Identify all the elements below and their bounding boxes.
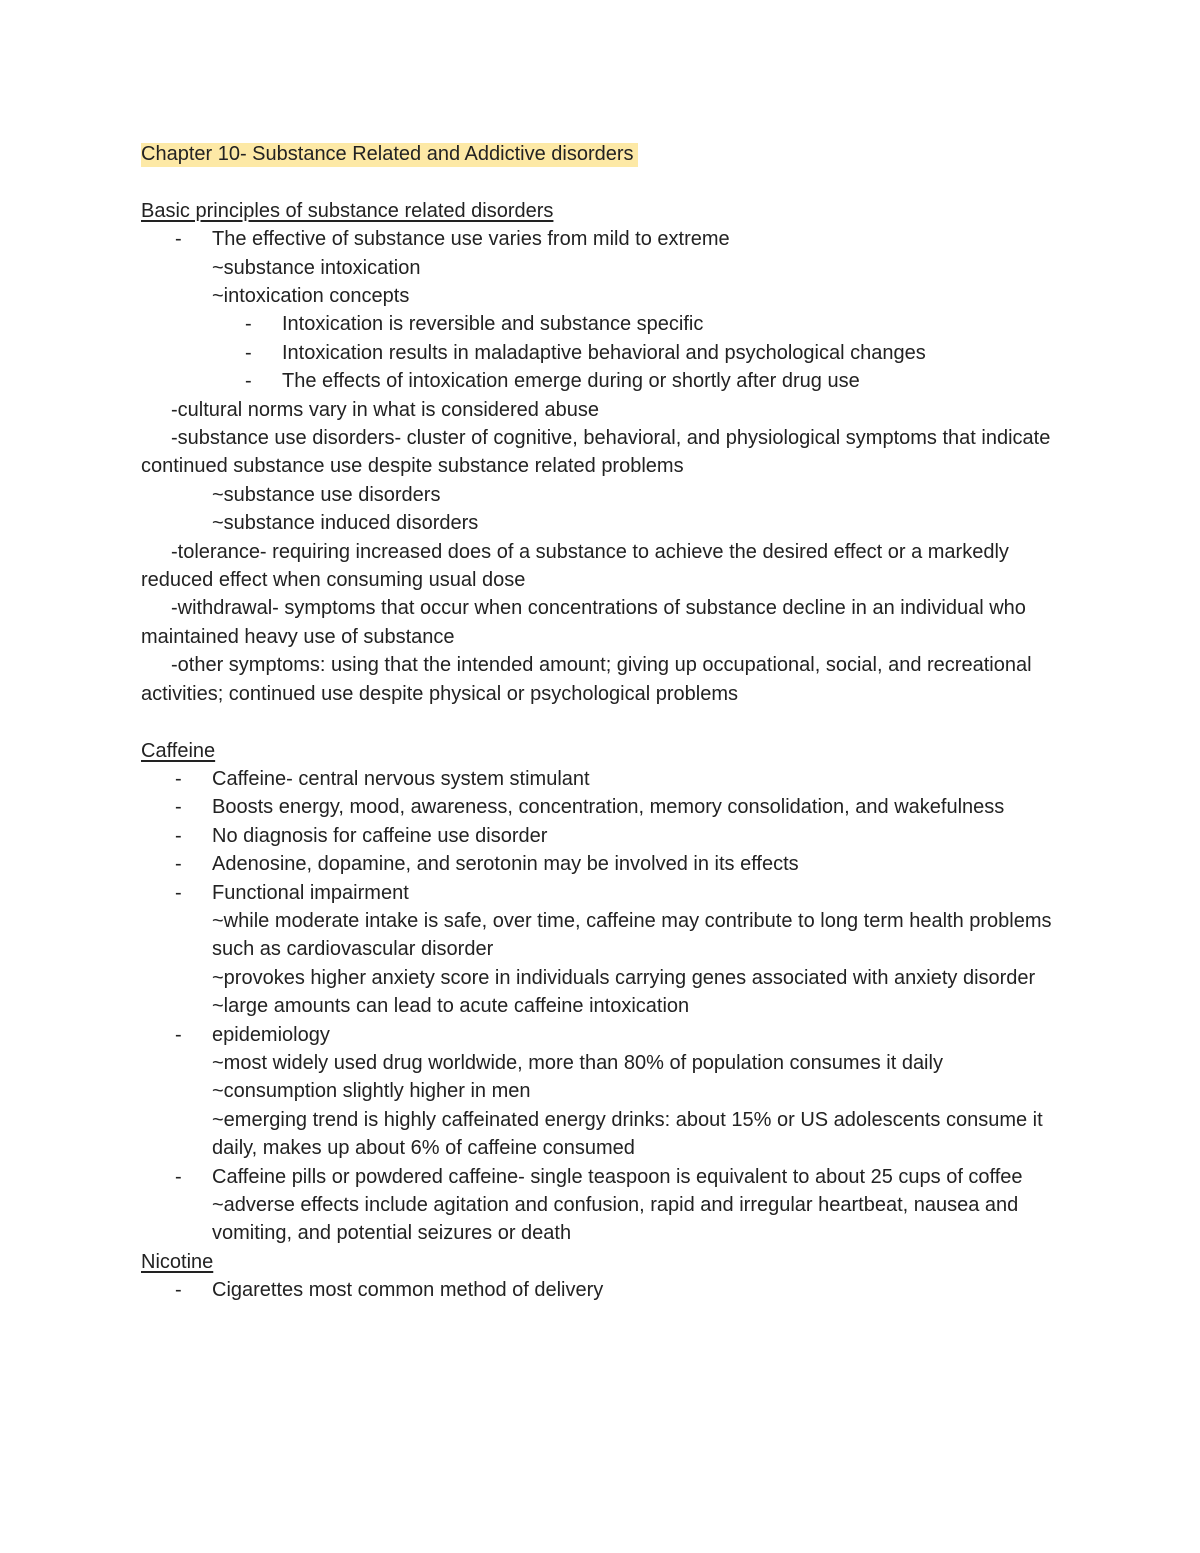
list-item: - Cigarettes most common method of delivery [141,1276,1061,1304]
list-subitem: ~substance use disorders [212,483,441,506]
list-subitem: ~emerging trend is highly caffeinated energy drinks: about 15% or US adolescents consume it daily, makes up about 6% of caffeine consumed [212,1108,1043,1160]
list-item: - Functional impairment [141,879,1061,907]
paragraph: -tolerance- requiring increased does of a substance to achieve the desired effect or a markedly reduced effect when consuming usual dose [141,540,1009,592]
title-highlight: Chapter 10- Substance Related and Addictive disorders [141,143,638,167]
blank-line [141,708,1061,736]
nested-list-item: - Intoxication results in maladaptive behavioral and psychological changes [141,339,1061,367]
list-subitem: ~large amounts can lead to acute caffeine intoxication [212,995,690,1018]
list-item: - Caffeine pills or powdered caffeine- single teaspoon is equivalent to about 25 cups of coffee [141,1163,1061,1191]
list-subitem: ~most widely used drug worldwide, more than 80% of population consumes it daily [212,1051,943,1074]
list-item: - Caffeine- central nervous system stimulant [141,765,1061,793]
list-subitem: ~substance intoxication [212,256,421,279]
dash-bullet: - [175,228,182,251]
section-heading-caffeine: Caffeine [141,739,216,762]
dash-bullet: - [175,796,182,819]
dash-bullet: - [245,313,252,336]
dash-bullet: - [175,1165,182,1188]
paragraph: -other symptoms: using that the intended amount; giving up occupational, social, and recreational activities; continued use despite physical or psychological problems [141,654,1032,705]
dash-bullet: - [245,341,252,364]
nested-list-item: - Intoxication is reversible and substance specific [141,310,1061,338]
paragraph: -substance use disorders- cluster of cognitive, behavioral, and physiological symptoms that indicate continued substance use despite substance related problems [141,427,1051,478]
nested-list-item: - The effects of intoxication emerge during or shortly after drug use [141,367,1061,395]
list-subitem: ~substance induced disorders [212,512,479,535]
list-item: - epidemiology [141,1021,1061,1049]
list-subitem: ~adverse effects include agitation and confusion, rapid and irregular heartbeat, nausea and vomiting, and potential seizures or death [212,1194,1019,1245]
list-item: - The effective of substance use varies from mild to extreme [141,225,1061,253]
section-heading-basic: Basic principles of substance related disorders [141,199,554,222]
dash-bullet: - [175,1279,182,1302]
section-heading-nicotine: Nicotine [141,1250,214,1273]
list-subitem: ~intoxication concepts [212,285,410,308]
dash-bullet: - [175,824,182,847]
paragraph: -withdrawal- symptoms that occur when concentrations of substance decline in an individual who maintained heavy use of substance [141,597,1026,648]
dash-bullet: - [245,370,252,393]
list-item: - Adenosine, dopamine, and serotonin may be involved in its effects [141,850,1061,878]
document-body [141,140,1061,1305]
list-subitem: ~provokes higher anxiety score in individuals carrying genes associated with anxiety disorder [212,966,1036,989]
paragraph: -cultural norms vary in what is considered abuse [171,398,599,421]
list-subitem: ~while moderate intake is safe, over time, caffeine may contribute to long term health problems such as cardiovascular disorder [212,909,1052,961]
blank-line [141,168,1061,196]
dash-bullet: - [175,881,182,904]
document-title [141,140,1061,168]
list-item: - Boosts energy, mood, awareness, concentration, memory consolidation, and wakefulness [141,793,1061,821]
dash-bullet: - [175,767,182,790]
dash-bullet: - [175,1023,182,1046]
dash-bullet: - [175,853,182,876]
list-item: - No diagnosis for caffeine use disorder [141,822,1061,850]
list-subitem: ~consumption slightly higher in men [212,1080,531,1103]
